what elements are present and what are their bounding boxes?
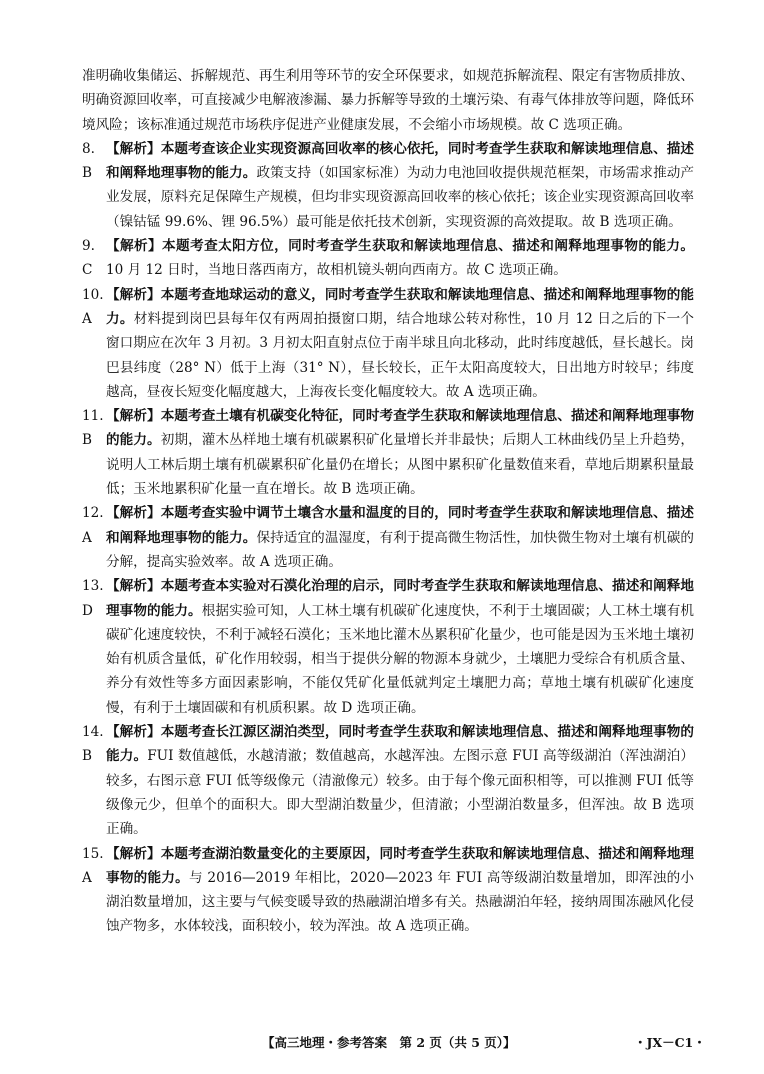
lead-paragraph: 准明确收集储运、拆解规范、再生利用等环节的安全环保要求，如规范拆解流程、限定有害物质排放、明确资源回收率，可直接减少电解液渗漏、暴力拆解等导致的土壤污染、有毒气体排放等问题，降低环境风险；该标准通过规范市场秩序促进产业健康发展，不会缩小市场规模。故 C 选项正确。 [82, 68, 694, 133]
analysis-stem: 本题考查土壤有机碳变化特征，同时考查学生获取和解读地理信息、描述和阐释地理事物的能力。 [106, 408, 695, 449]
analysis-body: 保持适宜的温湿度，有利于提高微生物活性，加快微生物对土壤有机碳的分解，提高实验效率。故 A 选项正确。 [106, 529, 695, 570]
analysis-tag: 【解析】 [106, 505, 161, 522]
analysis-stem: 本题考查地球运动的意义，同时考查学生获取和解读地理信息、描述和阐释地理事物的能力。 [106, 286, 695, 327]
analysis-stem: 本题考查湖泊数量变化的主要原因，同时考查学生获取和解读地理信息、描述和阐释地理事物的能力。 [106, 845, 695, 886]
analysis-body: 初期，灌木丛样地土壤有机碳累积矿化量增长并非最快；后期人工林曲线仍呈上升趋势，说明人工林后期土壤有机碳累积矿化量仍在增长；从图中累积矿化量数值来看，草地后期累积量最低；玉米地累积矿化量一直在增长。故 B 选项正确。 [106, 432, 695, 498]
footer-code: ・JX－C1・ [634, 1035, 706, 1050]
analysis-tag: 【解析】 [106, 140, 161, 157]
analysis-body: 政策支持（如国家标准）为动力电池回收提供规范框架，市场需求推动产业发展，原料充足保障生产规模，但均非实现资源高回收率的核心依托；该企业实现资源高回收率（镍钴锰 99.6%、锂 96.5%）最可能是依托技术创新，实现资源的高效提取。故 B 选项正确。 [106, 165, 695, 230]
answer-number: 10. A [82, 286, 104, 327]
answer-items [82, 137, 694, 939]
analysis-body: 与 2016—2019 年相比，2020—2023 年 FUI 高等级湖泊数量增加，即浑浊的小湖泊数量增加，这主要与气候变暖导致的热融湖泊增多有关。热融湖泊年轻，接纳周围冻融风化侵蚀产物多，水体较浅，面积较小，较为浑浊。故 A 选项正确。 [106, 869, 695, 935]
answer-item [82, 404, 694, 501]
analysis-tag: 【解析】 [106, 238, 163, 255]
answer-number: 11. B [82, 408, 104, 449]
analysis-stem: 本题考查实验中调节土壤含水量和温度的目的，同时考查学生获取和解读地理信息、描述和阐释地理事物的能力。 [106, 505, 695, 546]
analysis-body: FUI 数值越低，水越清澈；数值越高，水越浑浊。左图示意 FUI 高等级湖泊（浑浊湖泊）较多，右图示意 FUI 低等级像元（清澈像元）较多。由于每个像元面积相等，可以推测 FUI 低等级像元少，但单个的面积大。即大型湖泊数量少，但清澈；小型湖泊数量多，但浑浊。故 B 选项正确。 [106, 748, 694, 838]
answer-item [82, 234, 694, 283]
analysis-tag: 【解析】 [106, 408, 161, 425]
analysis-tag: 【解析】 [106, 724, 161, 741]
analysis-body: 10 月 12 日时，当地日落西南方，故相机镜头朝向西南方。故 C 选项正确。 [106, 262, 567, 279]
answer-number: 12. A [82, 505, 104, 546]
footer-page-info: 【高三地理・参考答案 第 2 页（共 5 页）】 [262, 1035, 516, 1050]
analysis-tag: 【解析】 [106, 845, 161, 862]
answer-item [82, 574, 694, 720]
analysis-tag: 【解析】 [106, 578, 161, 595]
answer-page [82, 64, 694, 939]
analysis-body: 根据实验可知，人工林土壤有机碳矿化速度快，不利于土壤固碳；人工林土壤有机碳矿化速度较快，不利于减轻石漠化；玉米地比灌木丛累积矿化量少，也可能是因为玉米地土壤初始有机质含量低，矿化作用较弱，相当于提供分解的物源本身就少，土壤肥力受综合有机质含量、养分有效性等多方面因素影响，不能仅凭矿化量低就判定土壤肥力高；草地土壤有机碳矿化速度慢，有利于土壤固碳和有机质积累。故 D 选项正确。 [106, 602, 694, 716]
answer-item [82, 842, 694, 939]
analysis-tag: 【解析】 [106, 286, 161, 303]
answer-number: 14. B [82, 724, 104, 765]
answer-number: 15. A [82, 845, 104, 886]
answer-number: 13. D [82, 578, 104, 619]
analysis-stem: 本题考查太阳方位，同时考查学生获取和解读地理信息、描述和阐释地理事物的能力。 [162, 238, 695, 255]
analysis-body: 材料提到岗巴县每年仅有两周拍摄窗口期，结合地球公转对称性，10 月 12 日之后的下一个窗口期应在次年 3 月初。3 月初太阳直射点位于南半球且向北移动，此时纬度越低，昼长越长。岗巴县纬度（28° N）低于上海（31° N），昼长较长，正午太阳高度较大，日出地方时较早；纬度越高，昼夜长短变化幅度越大，上海夜长变化幅度较大。故 A 选项正确。 [106, 310, 695, 400]
analysis-stem: 本题考查本实验对石漠化治理的启示，同时考查学生获取和解读地理信息、描述和阐释地理事物的能力。 [106, 578, 695, 619]
analysis-stem: 本题考查该企业实现资源高回收率的核心依托，同时考查学生获取和解读地理信息、描述和阐释地理事物的能力。 [106, 140, 695, 182]
answer-item [82, 720, 694, 841]
answer-item [82, 137, 694, 234]
analysis-stem: 本题考查长江源区湖泊类型，同时考查学生获取和解读地理信息、描述和阐释地理事物的能力。 [106, 724, 695, 765]
answer-item [82, 283, 694, 404]
answer-number: 9. C [82, 238, 95, 279]
answer-item [82, 501, 694, 574]
answer-number: 8. B [82, 140, 95, 182]
